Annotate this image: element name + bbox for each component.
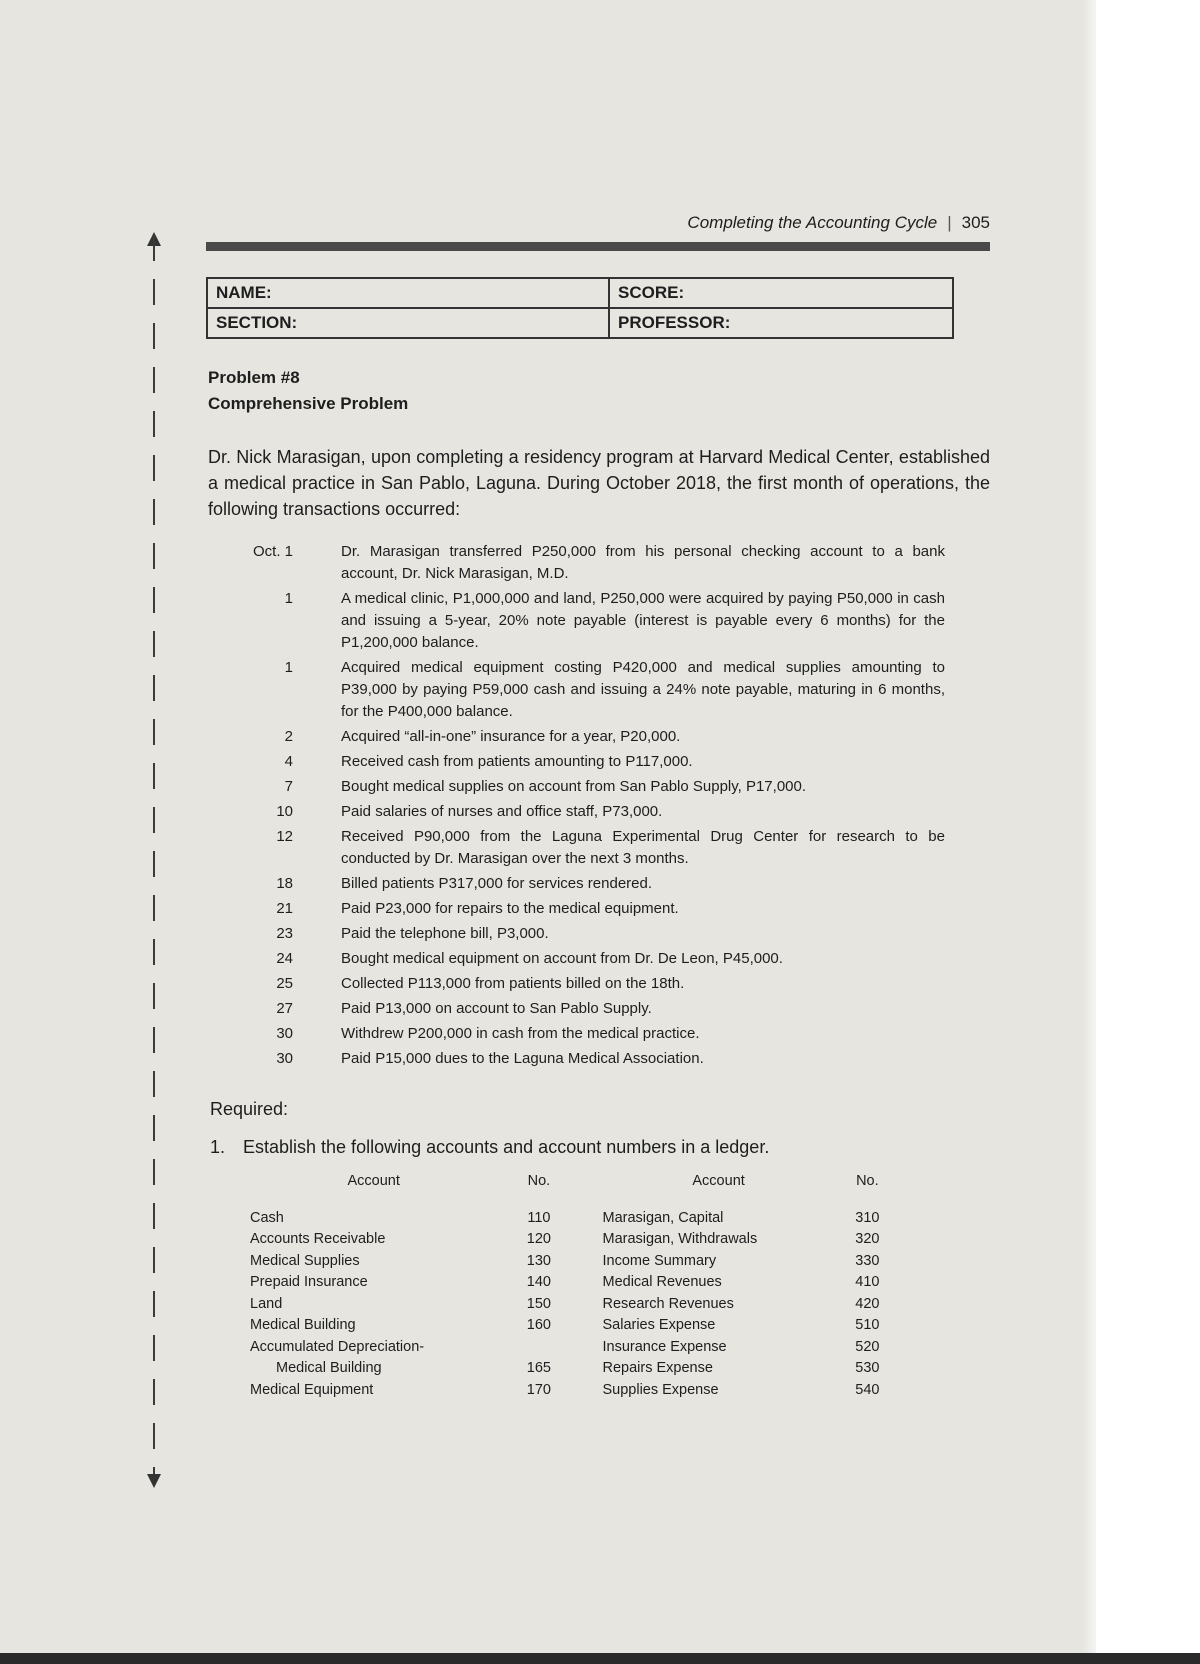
transaction-row: [225, 923, 945, 945]
transaction-date: 30: [276, 1025, 293, 1042]
transaction-date: 1: [284, 590, 293, 607]
right-account-number: 510: [855, 1317, 880, 1334]
requirement-step: [210, 1137, 769, 1158]
right-account-number: 330: [855, 1252, 880, 1269]
transaction-description: Paid P15,000 dues to the Laguna Medical Association.: [341, 1050, 704, 1067]
table-row: [250, 1358, 900, 1380]
step-number: 1.: [210, 1137, 226, 1157]
transaction-description: Paid P13,000 on account to San Pablo Supply.: [341, 1000, 652, 1017]
transaction-row: [225, 898, 945, 920]
transaction-row: [225, 826, 945, 870]
right-account-name: Insurance Expense: [602, 1338, 727, 1355]
left-account-number: 170: [526, 1381, 551, 1398]
transaction-date: 1: [284, 659, 293, 676]
step-text: Establish the following accounts and account numbers in a ledger.: [243, 1137, 770, 1157]
right-account-name: Supplies Expense: [602, 1381, 719, 1398]
transaction-description: Bought medical equipment on account from Dr. De Leon, P45,000.: [341, 950, 783, 967]
transaction-row: [225, 541, 945, 585]
transaction-description: Received P90,000 from the Laguna Experimental Drug Center for research to be conducted by Dr. Marasigan over the next 3 months.: [341, 828, 945, 867]
paper-edge-shadow: [1082, 0, 1096, 1664]
page-number: 305: [961, 213, 990, 232]
header-account-right: Account: [692, 1173, 745, 1189]
transaction-date: Oct. 1: [252, 543, 293, 560]
left-account-number: 120: [526, 1231, 551, 1248]
header-rule: [206, 242, 990, 251]
transaction-date: 23: [276, 925, 293, 942]
right-account-name: Repairs Expense: [602, 1360, 713, 1377]
header-no-left: No.: [527, 1173, 551, 1189]
professor-field: PROFESSOR:: [609, 308, 953, 338]
transaction-date: 21: [276, 900, 293, 917]
left-account-number: 160: [526, 1317, 551, 1334]
student-info-box: [206, 277, 954, 339]
transaction-date: 4: [284, 753, 293, 770]
left-account-number: 165: [526, 1360, 551, 1377]
transaction-date: 24: [276, 950, 293, 967]
right-account-name: Medical Revenues: [602, 1274, 722, 1291]
transaction-date: 7: [284, 778, 293, 795]
left-account-name: Medical Equipment: [250, 1381, 374, 1398]
left-account-name: Land: [250, 1295, 283, 1312]
chart-of-accounts-table: [250, 1173, 900, 1401]
left-account-number: 140: [526, 1274, 551, 1291]
right-account-number: 310: [855, 1209, 880, 1226]
running-head-title: Completing the Accounting Cycle: [687, 213, 938, 232]
scan-bottom-border: [0, 1653, 1200, 1664]
transaction-row: [225, 873, 945, 895]
table-row: [250, 1315, 900, 1337]
left-account-name: Accounts Receivable: [250, 1231, 386, 1248]
required-label: Required:: [210, 1099, 289, 1119]
running-head: [600, 213, 990, 233]
transaction-row: [225, 973, 945, 995]
transaction-row: [225, 1048, 945, 1070]
left-account-number: 110: [527, 1209, 551, 1226]
table-row: [250, 1379, 900, 1401]
table-row: [250, 1250, 900, 1272]
transaction-date: 27: [276, 1000, 293, 1017]
right-account-number: 420: [855, 1295, 880, 1312]
right-account-name: Marasigan, Capital: [602, 1209, 724, 1226]
transaction-description: A medical clinic, P1,000,000 and land, P250,000 were acquired by paying P50,000 in cash and issuing a 5-year, 20% note payable (interest is payable every 6 months) for the P1,200,000 balance.: [341, 590, 945, 651]
header-account-left: Account: [347, 1173, 400, 1189]
left-account-number: [497, 1336, 580, 1358]
problem-title: Comprehensive Problem: [208, 394, 409, 413]
section-field: SECTION:: [207, 308, 609, 338]
left-account-number: 130: [526, 1252, 551, 1269]
transaction-description: Billed patients P317,000 for services rendered.: [341, 875, 653, 892]
right-account-number: 320: [855, 1231, 880, 1248]
transaction-date: 2: [284, 728, 293, 745]
table-row: [250, 1207, 900, 1229]
transaction-date: 25: [276, 975, 293, 992]
left-account-name: Medical Building: [276, 1360, 382, 1377]
right-account-number: 410: [855, 1274, 880, 1291]
left-account-name: Cash: [250, 1209, 284, 1226]
left-account-number: 150: [526, 1295, 551, 1312]
right-account-name: Income Summary: [602, 1252, 717, 1269]
right-account-number: 520: [855, 1338, 880, 1355]
transaction-description: Collected P113,000 from patients billed on the 18th.: [341, 975, 685, 992]
transaction-row: [225, 948, 945, 970]
problem-intro: Dr. Nick Marasigan, upon completing a residency program at Harvard Medical Center, established a medical practice in San Pablo, Laguna. During October 2018, the first month of operations, the following transactions occurred:: [208, 447, 990, 519]
margin-dashed-line: [153, 235, 155, 1480]
header-no-right: No.: [856, 1173, 879, 1189]
problem-number: Problem #8: [208, 368, 300, 387]
left-account-name: Prepaid Insurance: [250, 1274, 368, 1291]
transaction-description: Acquired medical equipment costing P420,000 and medical supplies amounting to P39,000 by paying P59,000 cash and issuing a 24% note payable, maturing in 6 months, for the P400,000 balance.: [341, 659, 945, 720]
right-account-number: 540: [855, 1381, 880, 1398]
transaction-description: Acquired “all-in-one” insurance for a year, P20,000.: [341, 728, 681, 745]
transaction-row: [225, 751, 945, 773]
transaction-row: [225, 726, 945, 748]
score-field: SCORE:: [609, 278, 953, 308]
table-row: [250, 1229, 900, 1251]
transaction-row: [225, 588, 945, 654]
transaction-row: [225, 657, 945, 723]
table-header-row: [250, 1173, 900, 1207]
transaction-date: 30: [276, 1050, 293, 1067]
left-account-name: Medical Building: [250, 1317, 356, 1334]
transaction-list: [225, 541, 945, 1073]
left-account-name: Accumulated Depreciation-: [250, 1338, 425, 1355]
name-field: NAME:: [207, 278, 609, 308]
transaction-description: Paid the telephone bill, P3,000.: [341, 925, 549, 942]
transaction-date: 10: [276, 803, 293, 820]
transaction-description: Paid P23,000 for repairs to the medical equipment.: [341, 900, 679, 917]
right-account-name: Research Revenues: [602, 1295, 734, 1312]
transaction-description: Received cash from patients amounting to P117,000.: [341, 753, 693, 770]
right-account-name: Marasigan, Withdrawals: [602, 1231, 758, 1248]
table-row: [250, 1272, 900, 1294]
table-row: [250, 1336, 900, 1358]
transaction-description: Withdrew P200,000 in cash from the medical practice.: [341, 1025, 700, 1042]
right-account-name: Salaries Expense: [602, 1317, 716, 1334]
left-account-name: Medical Supplies: [250, 1252, 360, 1269]
transaction-row: [225, 801, 945, 823]
transaction-description: Bought medical supplies on account from San Pablo Supply, P17,000.: [341, 778, 807, 795]
margin-arrow-down-icon: [147, 1474, 161, 1488]
right-account-number: 530: [855, 1360, 880, 1377]
transaction-row: [225, 998, 945, 1020]
transaction-date: 18: [276, 875, 293, 892]
transaction-date: 12: [276, 828, 293, 845]
running-head-separator: |: [947, 213, 952, 232]
transaction-description: Paid salaries of nurses and office staff, P73,000.: [341, 803, 663, 820]
transaction-description: Dr. Marasigan transferred P250,000 from his personal checking account to a bank account, Dr. Nick Marasigan, M.D.: [341, 543, 945, 582]
transaction-row: [225, 776, 945, 798]
transaction-row: [225, 1023, 945, 1045]
problem-heading: [208, 365, 408, 417]
table-row: [250, 1293, 900, 1315]
